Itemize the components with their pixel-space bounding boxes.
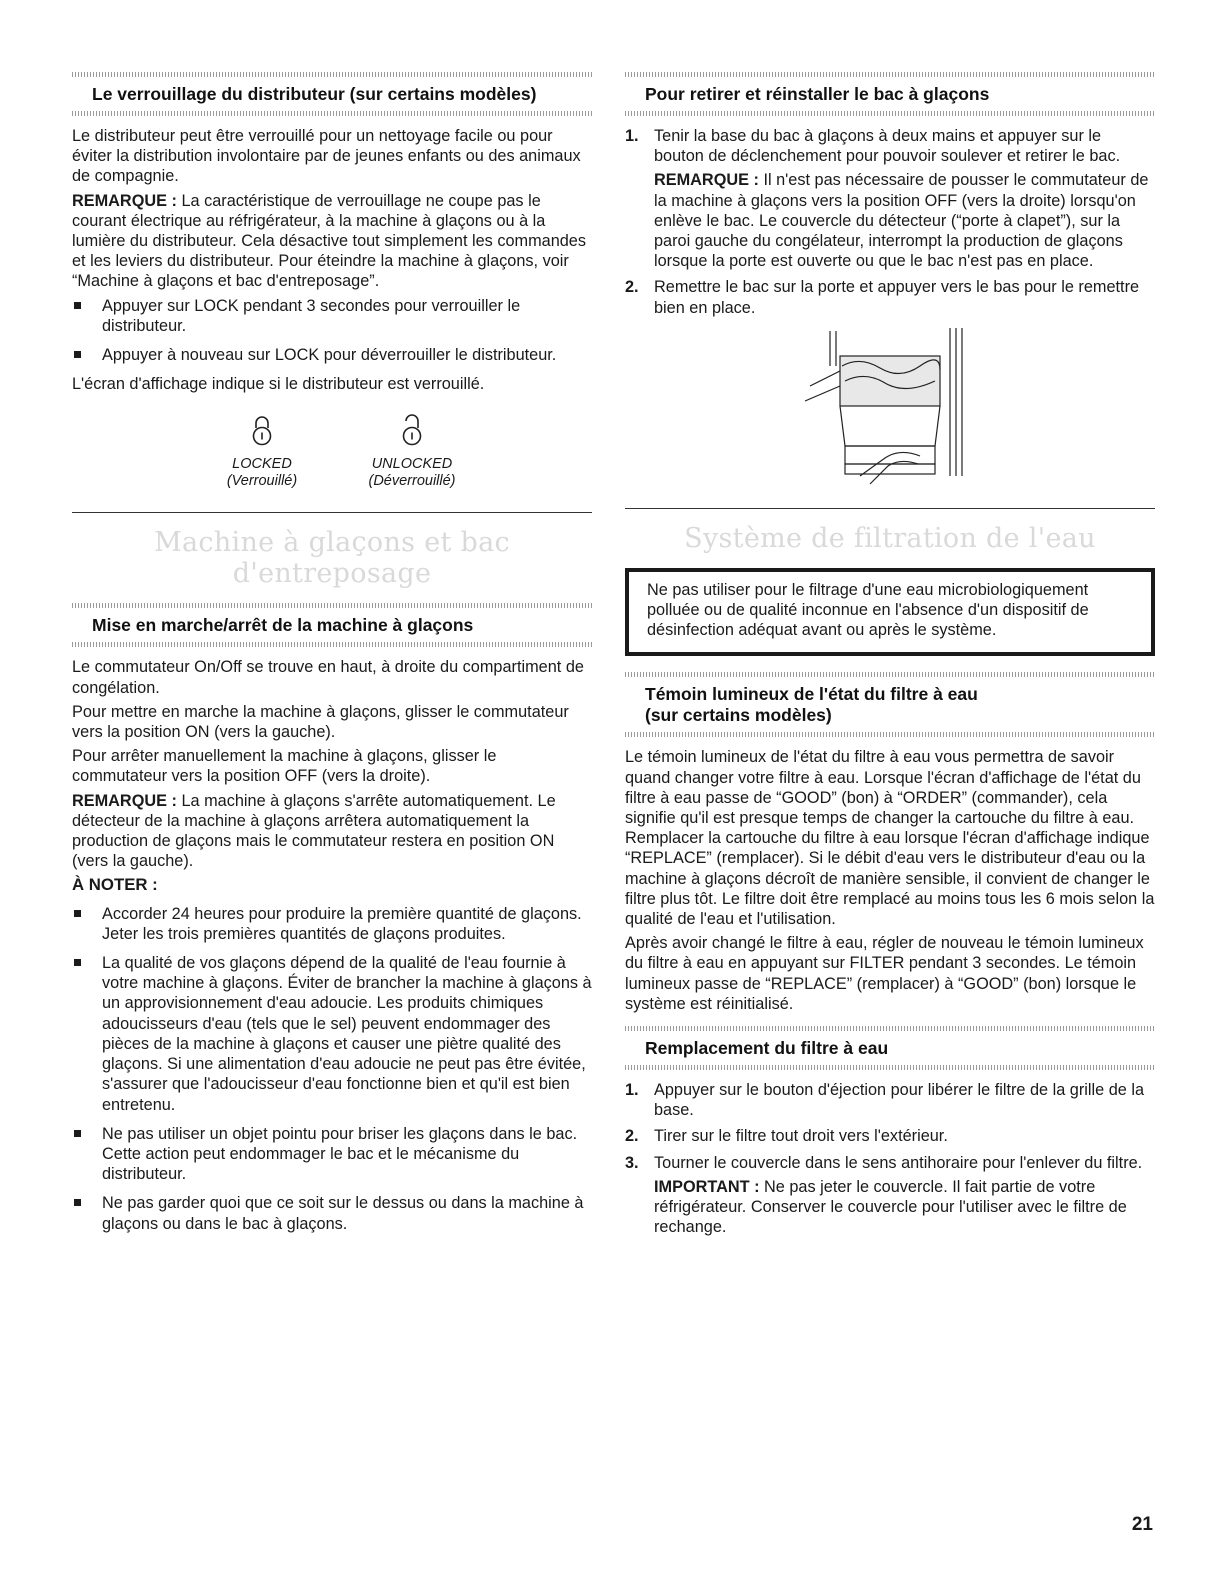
step-text: Tenir la base du bac à glaçons à deux mains et appuyer sur le bouton de déclenchement pour pouvoir soulever et retirer le bac. bbox=[654, 127, 1121, 166]
step-number: 2. bbox=[625, 278, 639, 297]
paragraph: Le témoin lumineux de l'état du filtre à eau vous permettra de savoir quand changer votre filtre à eau. Lorsque l'écran d'affichage de l'état du filtre à eau passe de “GOOD” (bon) à “ORDER” (commander), cela signifie qu'il est presque temps de changer la cartouche du filtre à eau. Remplacer la cartouche du filtre à eau lorsque l'écran d'affichage indique “REPLACE” (remplacer). Si le débit d'eau vers le distributeur d'eau ou la machine à glaçons décroît de manière sensible, il convient de changer le filtre plus tôt. Le filtre doit être remplacé au moins tous les 6 mois selon la qualité de l'eau et l'utilisation. bbox=[625, 748, 1155, 929]
bullet-square-icon bbox=[74, 1130, 81, 1137]
note-text: La machine à glaçons s'arrête automatiquement. Le détecteur de la machine à glaçons arrêtera automatiquement la production de glaçons mais le commutateur restera en position ON (vers la gauche). bbox=[72, 791, 556, 871]
heading-line-2: (sur certains modèles) bbox=[645, 705, 832, 726]
note-label: REMARQUE : bbox=[72, 191, 177, 210]
step-text: Appuyer sur le bouton d'éjection pour libérer le filtre de la grille de la base. bbox=[654, 1081, 1145, 1120]
paragraph: Pour arrêter manuellement la machine à glaçons, glisser le commutateur vers la position OFF (vers la droite). bbox=[72, 747, 497, 786]
step-number: 2. bbox=[625, 1127, 639, 1146]
note-text: La caractéristique de verrouillage ne coupe pas le courant électrique au réfrigérateur, à la machine à glaçons ou à la lumière du distributeur. Cela désactive tout simplement les commandes et les leviers du distributeur. Pour éteindre la machine à glaçons, voir “Machine à glaçons et bac d'entreposage”. bbox=[72, 191, 587, 291]
list-item bbox=[72, 296, 592, 336]
list-item bbox=[625, 126, 1155, 271]
dispenser-lock-heading bbox=[72, 77, 592, 111]
filter-replacement-heading bbox=[625, 1031, 1155, 1065]
list-item bbox=[72, 345, 592, 365]
step-note bbox=[654, 1177, 1155, 1238]
list-item bbox=[72, 1124, 592, 1185]
list-item bbox=[625, 1080, 1155, 1120]
heading-line-1: Témoin lumineux de l'état du filtre à eau bbox=[645, 684, 978, 705]
ice-bin-steps bbox=[625, 126, 1155, 318]
a-noter-label: À NOTER : bbox=[72, 875, 158, 895]
paragraph: Le distributeur peut être verrouillé pour un nettoyage facile ou pour éviter la distribution involontaire par de jeunes enfants ou des animaux de compagnie. bbox=[72, 127, 581, 186]
ice-bin-heading bbox=[625, 77, 1155, 111]
section-rule bbox=[625, 508, 1155, 509]
list-item bbox=[72, 953, 592, 1115]
locked-padlock-icon bbox=[249, 414, 275, 448]
list-item bbox=[625, 1126, 1155, 1146]
ice-bin-drawing bbox=[800, 326, 980, 486]
ice-maker-bullet-list bbox=[72, 904, 592, 1234]
bullet-square-icon bbox=[74, 1199, 81, 1206]
section-title-ice-maker: Machine à glaçons et bac d'entreposage bbox=[154, 527, 510, 590]
note-label: REMARQUE : bbox=[654, 171, 759, 190]
note-text: Il n'est pas nécessaire de pousser le commutateur de la machine à glaçons vers la position OFF (vers la droite) lorsqu'on enlève le bac. Le couvercle du détecteur (“porte à clapet”), sur la paroi gauche du congélateur, interrompt la production de glaçons lorsque la porte est ouverte ou que le bac n'est pas en place. bbox=[654, 171, 1149, 271]
step-text: Tourner le couvercle dans le sens antihoraire pour l'enlever du filtre. bbox=[654, 1153, 1143, 1172]
bullet-square-icon bbox=[74, 351, 81, 358]
step-number: 1. bbox=[625, 1081, 639, 1100]
important-text: Ne pas jeter le couvercle. Il fait partie de votre réfrigérateur. Conserver le couvercle pour l'utiliser avec le filtre de rechange. bbox=[654, 1177, 1127, 1237]
filter-indicator-heading-text bbox=[625, 677, 1155, 732]
filter-replacement-steps bbox=[625, 1080, 1155, 1237]
note-paragraph bbox=[72, 791, 592, 872]
step-number: 1. bbox=[625, 127, 639, 145]
unlocked-padlock-icon bbox=[399, 414, 425, 448]
list-item bbox=[625, 277, 1155, 317]
filter-indicator-heading bbox=[625, 677, 1155, 732]
lock-status-figure bbox=[72, 414, 592, 490]
list-item bbox=[625, 1153, 1155, 1238]
step-text: Remettre le bac sur la porte et appuyer vers le bas pour le remettre bien en place. bbox=[654, 278, 1140, 317]
locked-sublabel: (Verrouillé) bbox=[226, 473, 298, 490]
step-number: 3. bbox=[625, 1153, 639, 1172]
ice-maker-onoff-heading bbox=[72, 608, 592, 642]
lock-bullet-list bbox=[72, 296, 592, 366]
ice-maker-onoff-heading-text: Mise en marche/arrêt de la machine à glaçons bbox=[92, 615, 474, 636]
list-item-text: Ne pas utiliser un objet pointu pour briser les glaçons dans le bac. Cette action peut endommager le bac et le mécanisme du distributeur. bbox=[102, 1124, 578, 1184]
paragraph: L'écran d'affichage indique si le distributeur est verrouillé. bbox=[72, 375, 485, 394]
note-label: REMARQUE : bbox=[72, 791, 177, 810]
list-item bbox=[72, 904, 592, 944]
important-label: IMPORTANT : bbox=[654, 1177, 760, 1196]
locked-label: LOCKED bbox=[232, 456, 292, 473]
list-item-text: Appuyer sur LOCK pendant 3 secondes pour verrouiller le distributeur. bbox=[102, 296, 521, 335]
ice-bin-illustration bbox=[625, 326, 1155, 486]
unlocked-sublabel: (Déverrouillé) bbox=[368, 473, 456, 490]
bullet-square-icon bbox=[74, 959, 81, 966]
paragraph: Après avoir changé le filtre à eau, régler de nouveau le témoin lumineux du filtre à eau en appuyant sur FILTER pendant 3 secondes. Le témoin lumineux passe de “REPLACE” (remplacer) à “GOOD” (bon) lorsque le système est réinitialisé. bbox=[625, 934, 1144, 1013]
bullet-square-icon bbox=[74, 910, 81, 917]
list-item-text: Appuyer à nouveau sur LOCK pour déverrouiller le distributeur. bbox=[102, 346, 557, 365]
list-item-text: La qualité de vos glaçons dépend de la qualité de l'eau fournie à votre machine à glaçons. Éviter de brancher la machine à glaçons à un approvisionnement d'eau adoucie. Les produits chimiques adoucisseurs d'eau (tels que le sel) peuvent endommager des pièces de la machine à glaçons et causer une piètre qualité des glaçons. Si une alimentation d'eau adoucie ne peut pas être évitée, s'assurer que l'adoucisseur d'eau fonctionne bien et qu'il est bien entretenu. bbox=[102, 954, 592, 1114]
page-number: 21 bbox=[1131, 1514, 1153, 1535]
paragraph: Le commutateur On/Off se trouve en haut, à droite du compartiment de congélation. bbox=[72, 658, 584, 697]
paragraph: Pour mettre en marche la machine à glaçons, glisser le commutateur vers la position ON (vers la gauche). bbox=[72, 702, 569, 742]
locked-indicator bbox=[207, 414, 317, 490]
warning-box bbox=[625, 568, 1155, 657]
dispenser-lock-heading-text: Le verrouillage du distributeur (sur certains modèles) bbox=[92, 84, 537, 104]
filter-replacement-heading-text: Remplacement du filtre à eau bbox=[645, 1038, 889, 1059]
step-text: Tirer sur le filtre tout droit vers l'extérieur. bbox=[654, 1127, 948, 1146]
right-column bbox=[625, 72, 1155, 1244]
note-paragraph bbox=[72, 191, 592, 292]
list-item-text: Accorder 24 heures pour produire la première quantité de glaçons. Jeter les trois premières quantités de glaçons produites. bbox=[102, 904, 582, 943]
bullet-square-icon bbox=[74, 302, 81, 309]
step-note bbox=[654, 170, 1155, 271]
list-item-text: Ne pas garder quoi que ce soit sur le dessus ou dans la machine à glaçons ou dans le bac à glaçons. bbox=[102, 1194, 584, 1233]
unlocked-label: UNLOCKED bbox=[371, 456, 453, 473]
left-column bbox=[72, 72, 592, 1243]
warning-text: Ne pas utiliser pour le filtrage d'une eau microbiologiquement polluée ou de qualité inconnue en l'absence d'un dispositif de désinfection adéquat avant ou après le système. bbox=[647, 580, 1089, 640]
ice-bin-heading-text: Pour retirer et réinstaller le bac à glaçons bbox=[645, 84, 990, 104]
list-item bbox=[72, 1193, 592, 1233]
unlocked-indicator bbox=[357, 414, 467, 490]
section-rule bbox=[72, 512, 592, 513]
section-title-water-filter: Système de filtration de l'eau bbox=[684, 522, 1096, 554]
